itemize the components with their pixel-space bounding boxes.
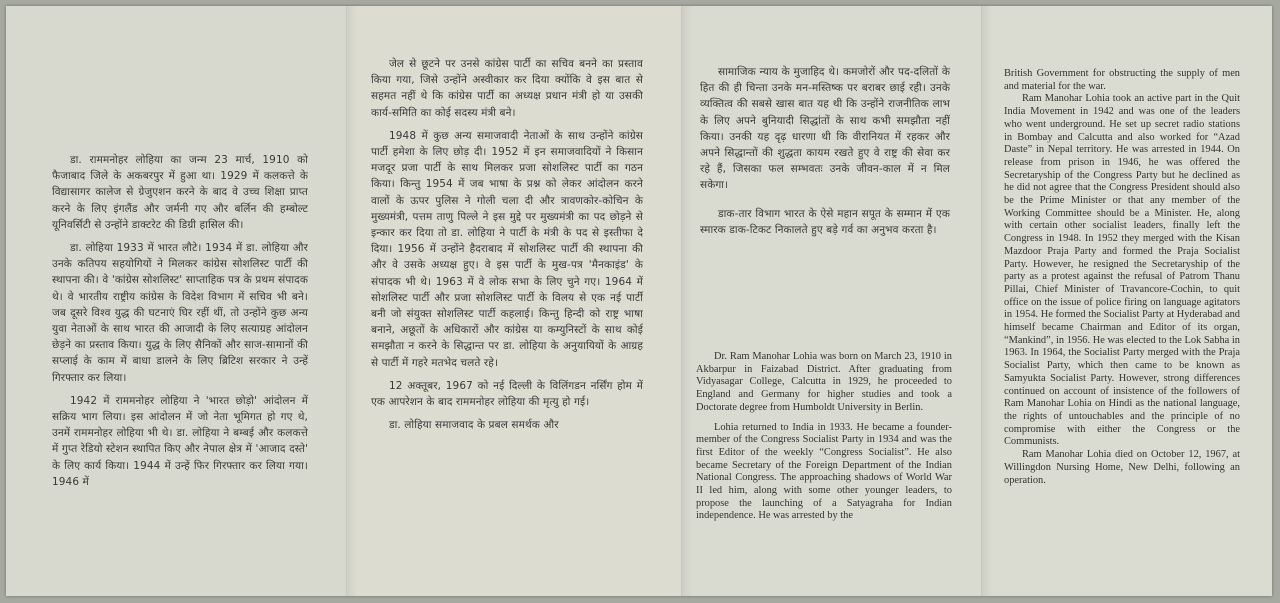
- hindi-paragraph: डाक-तार विभाग भारत के ऐसे महान सपूत के सम्मान में एक स्मारक डाक-टिकट निकालते हुए बड़े गर्व का अनुभव करता है।: [700, 207, 950, 236]
- english-text-block-2: [1004, 68, 1240, 487]
- english-paragraph: Lohia returned to India in 1933. He became a founder-member of the Congress Socialist Party in 1934 and was the first Editor of the weekly “Congress Socialist”. He also became Secretary of the Foreign Department of the Indian National Congress. The approaching shadows of World War II led him, along with some other younger leaders, to propose the launching of a Satyagraha for Indian independence. He was arrested by the: [696, 421, 952, 522]
- hindi-text-block-2: [371, 56, 643, 433]
- hindi-text-block-3: [700, 64, 950, 238]
- english-paragraph: British Government for obstructing the supply of men and material for the war.: [1004, 68, 1240, 92]
- hindi-paragraph: डा. राममनोहर लोहिया का जन्म 23 मार्च, 1910 को फैजाबाद जिले के अकबरपुर में हुआ था। 1929 में कलकत्ते के विद्यासागर कालेज से ग्रेजुएशन करने के बाद वे उच्च शिक्षा प्राप्त करने के लिए इंगलैंड और जर्मनी गए और बर्लिन की हम्बोल्ट यूनिवर्सिटी से उन्होंने डाक्टरेट की डिग्री हासिल की।: [52, 154, 308, 231]
- brochure-sheet: [6, 6, 1272, 596]
- hindi-paragraph: सामाजिक न्याय के मुजाहिद थे। कमजोरों और पद-दलितों के हित की ही चिन्ता उनके मन-मस्तिष्क पर बराबर छाई रही। उनके व्यक्तित्व की सबसे खास बात यह थी कि उन्होंने राजनीतिक लाभ के लिए अपने बुनियादी सिद्धांतों के साथ कभी समझौता नहीं किया। उनकी यह दृढ़ धारणा थी कि वीरानियत में रहकर और अपने सिद्धान्तों की शुद्धता कायम रखते हुए वे राष्ट्र की सेवा कर रहे हैं, जिसका फल सम्भवतः उनके जीवन-काल में न मिल सकेगा।: [700, 66, 950, 192]
- panel-1: [6, 6, 346, 596]
- fold-shadow: [682, 6, 692, 596]
- hindi-paragraph: डा. लोहिया 1933 में भारत लौटे। 1934 में डा. लोहिया और उनके कतिपय सहयोगियों ने मिलकर कांग्रेस सोशलिस्ट पार्टी की स्थापना की। वे 'कांग्रेस सोशलिस्ट' साप्ताहिक पत्र के प्रथम संपादक थे। वे भारतीय राष्ट्रीय कांग्रेस के विदेश विभाग में सचिव भी बने। जब दूसरे विश्व युद्ध की घटनाएं घिर रहीं थीं, तो उन्होंने कुछ अन्य युवा नेताओं के साथ भारत की आजादी के लिए सत्याग्रह आंदोलन छेड़ने का प्रस्ताव किया। युद्ध के लिए सैनिकों और साज-सामानों की सप्लाई के काम में बाधा डालने के लिए ब्रिटिश सरकार ने उन्हें गिरफ्तार कर लिया।: [52, 242, 308, 384]
- fold-shadow: [347, 6, 357, 596]
- english-paragraph: Ram Manohar Lohia died on October 12, 1967, at Willingdon Nursing Home, New Delhi, following an operation.: [1004, 449, 1240, 486]
- hindi-paragraph: 12 अक्तूबर, 1967 को नई दिल्ली के विलिंगडन नर्सिंग होम में एक आपरेशन के बाद राममनोहर लोहिया की मृत्यु हो गई।: [371, 379, 643, 409]
- panel-4: [981, 6, 1272, 596]
- english-paragraph: Ram Manohar Lohia took an active part in the Quit India Movement in 1942 and was one of the leaders who went underground. He set up secret radio stations in Bombay and Calcutta and also worked for “Azad Daste” in Nepal territory. He was arrested in 1944. On release from prison in 1946, he was offered the Secretaryship of the Congress Party but he declined as he did not agree that the Congress President should also be the Prime Minister or that any member of the Working Committee should be a Minister. He, along with certain other socialist leaders, finally left the Congress in 1948. In 1952 they merged with the Kisan Mazdoor Praja Party and formed the Praja Socialist Party. However, he resigned the Secretaryship of the party as a protest against the refusal of Patrom Thanu Pillai, Chief Minister of Travancore-Cochin, to quit office on the issue of police firing on language agitators in 1954. He formed the Socialist Party at Hyderabad and himself became Chairman and Editor of its organ, “Mankind”, in 1956. He was elected to the Lok Sabha in 1963. In 1964, the Socialist Party merged with the Praja Socialist Party, which then came to be known as Samyukta Socialist Party. However, strong differences continued on account of insistence of the followers of Ram Manohar Lohia on Hindi as the national language, the rights of untouchables and the principle of no compromise with either the Congress or the Communists.: [1004, 93, 1240, 448]
- hindi-paragraph: 1942 में राममनोहर लोहिया ने 'भारत छोड़ो' आंदोलन में सक्रिय भाग लिया। इस आंदोलन में जो नेता भूमिगत हो गए थे, उनमें राममनोहर लोहिया भी थे। डा. लोहिया ने बम्बई और कलकत्ते में गुप्त रेडियो स्टेशन स्थापित किए और नेपाल क्षेत्र में 'आजाद दस्ते' के लिए कार्य किया। 1944 में उन्हें फिर गिरफ्तार कर लिया गया। 1946 में: [52, 394, 308, 488]
- panel-3: [681, 6, 982, 596]
- english-text-block-1: [696, 351, 952, 523]
- english-paragraph: Dr. Ram Manohar Lohia was born on March 23, 1910 in Akbarpur in Faizabad District. After graduating from Vidyasagar College, Calcutta in 1929, he proceeded to England and Germany for higher studies and took a Doctorate degree from Humboldt University in Berlin.: [696, 351, 952, 413]
- hindi-text-block-1: [52, 152, 308, 490]
- hindi-paragraph: जेल से छूटने पर उनसे कांग्रेस पार्टी का सचिव बनने का प्रस्ताव किया गया, जिसे उन्होंने अस्वीकार कर दिया क्योंकि वे इस बात से सहमत नहीं थे कि कांग्रेस पार्टी का अध्यक्ष प्रधान मंत्री हो या उसकी कार्य-समिति का कोई सदस्य मंत्री बने।: [371, 58, 643, 119]
- panel-2: [346, 6, 682, 596]
- hindi-paragraph: डा. लोहिया समाजवाद के प्रबल समर्थक और: [389, 419, 559, 432]
- hindi-paragraph: 1948 में कुछ अन्य समाजवादी नेताओं के साथ उन्होंने कांग्रेस पार्टी हमेशा के लिए छोड़ दी। 1952 में इन समाजवादियों ने किसान मजदूर प्रजा पार्टी के साथ मिलकर प्रजा सोशलिस्ट पार्टी का गठन किया। किन्तु 1954 में जब भाषा के प्रश्न को लेकर आंदोलन करने वालों के ऊपर पुलिस ने गोली चला दी और त्रावणकोर-कोचिन के मुख्यमंत्री, पत्तम ताणु पिल्ले ने इस मुद्दे पर मुख्यमंत्री का पद छोड़ने से इन्कार कर दिया तो डा. लोहिया ने पार्टी के मंत्री के पद से इस्तीफा दे दिया। 1956 में उन्होंने हैदराबाद में सोशलिस्ट पार्टी की स्थापना की और वे उसके अध्यक्ष हुए। वे इस पार्टी के मुख-पत्र 'मैनकाइंड' के संपादक भी थे। 1963 में वे लोक सभा के लिए चुने गए। 1964 में सोशलिस्ट पार्टी और प्रजा सोशलिस्ट पार्टी के विलय से एक नई पार्टी बनी जो संयुक्त सोशलिस्ट पार्टी कहलाई। किन्तु हिन्दी को राष्ट्र भाषा बनाने, अछूतों के अधिकारों और कांग्रेस या कम्युनिस्टों के साथ कोई समझौता न करने के सिद्धान्त पर डा. लोहिया के अनुयायियों के आग्रह से पार्टी में गहरे मतभेद चलते रहे।: [371, 129, 643, 369]
- fold-shadow: [982, 6, 992, 596]
